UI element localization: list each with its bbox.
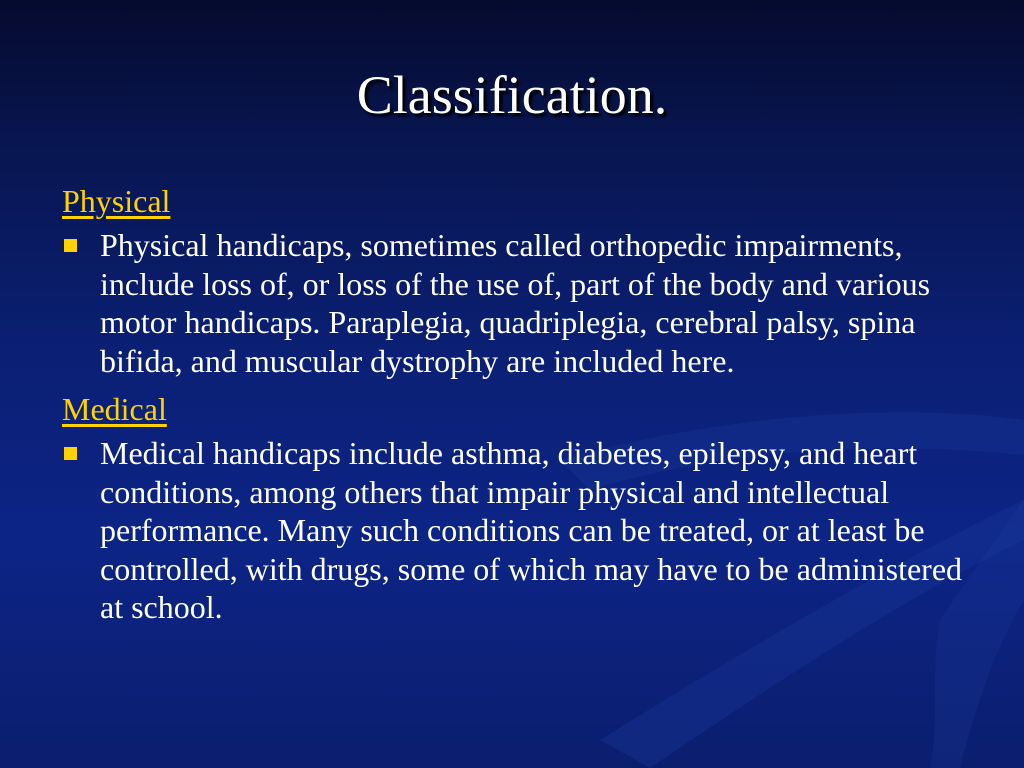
square-bullet-icon bbox=[64, 447, 77, 460]
bullet-text-physical: Physical handicaps, sometimes called orthopedic impairments, include loss of, or loss of the use of, part of the body and various motor handicaps. Paraplegia, quadriplegia, cerebral palsy, spina bifida, and muscular dystrophy are included here. bbox=[100, 227, 931, 379]
bullet-text-medical: Medical handicaps include asthma, diabetes, epilepsy, and heart conditions, among others that impair physical and intellectual performance. Many such conditions can be treated, or at least be controlled, with drugs, some of which may have to be administered at school. bbox=[100, 435, 963, 625]
bullet-item-physical bbox=[62, 226, 972, 380]
section-heading-medical: Medical bbox=[62, 391, 167, 427]
square-bullet-icon bbox=[64, 239, 77, 252]
slide-content bbox=[62, 180, 972, 635]
section-heading-physical: Physical bbox=[62, 183, 171, 219]
slide-title: Classification. bbox=[356, 65, 668, 125]
bullet-item-medical bbox=[62, 434, 972, 627]
